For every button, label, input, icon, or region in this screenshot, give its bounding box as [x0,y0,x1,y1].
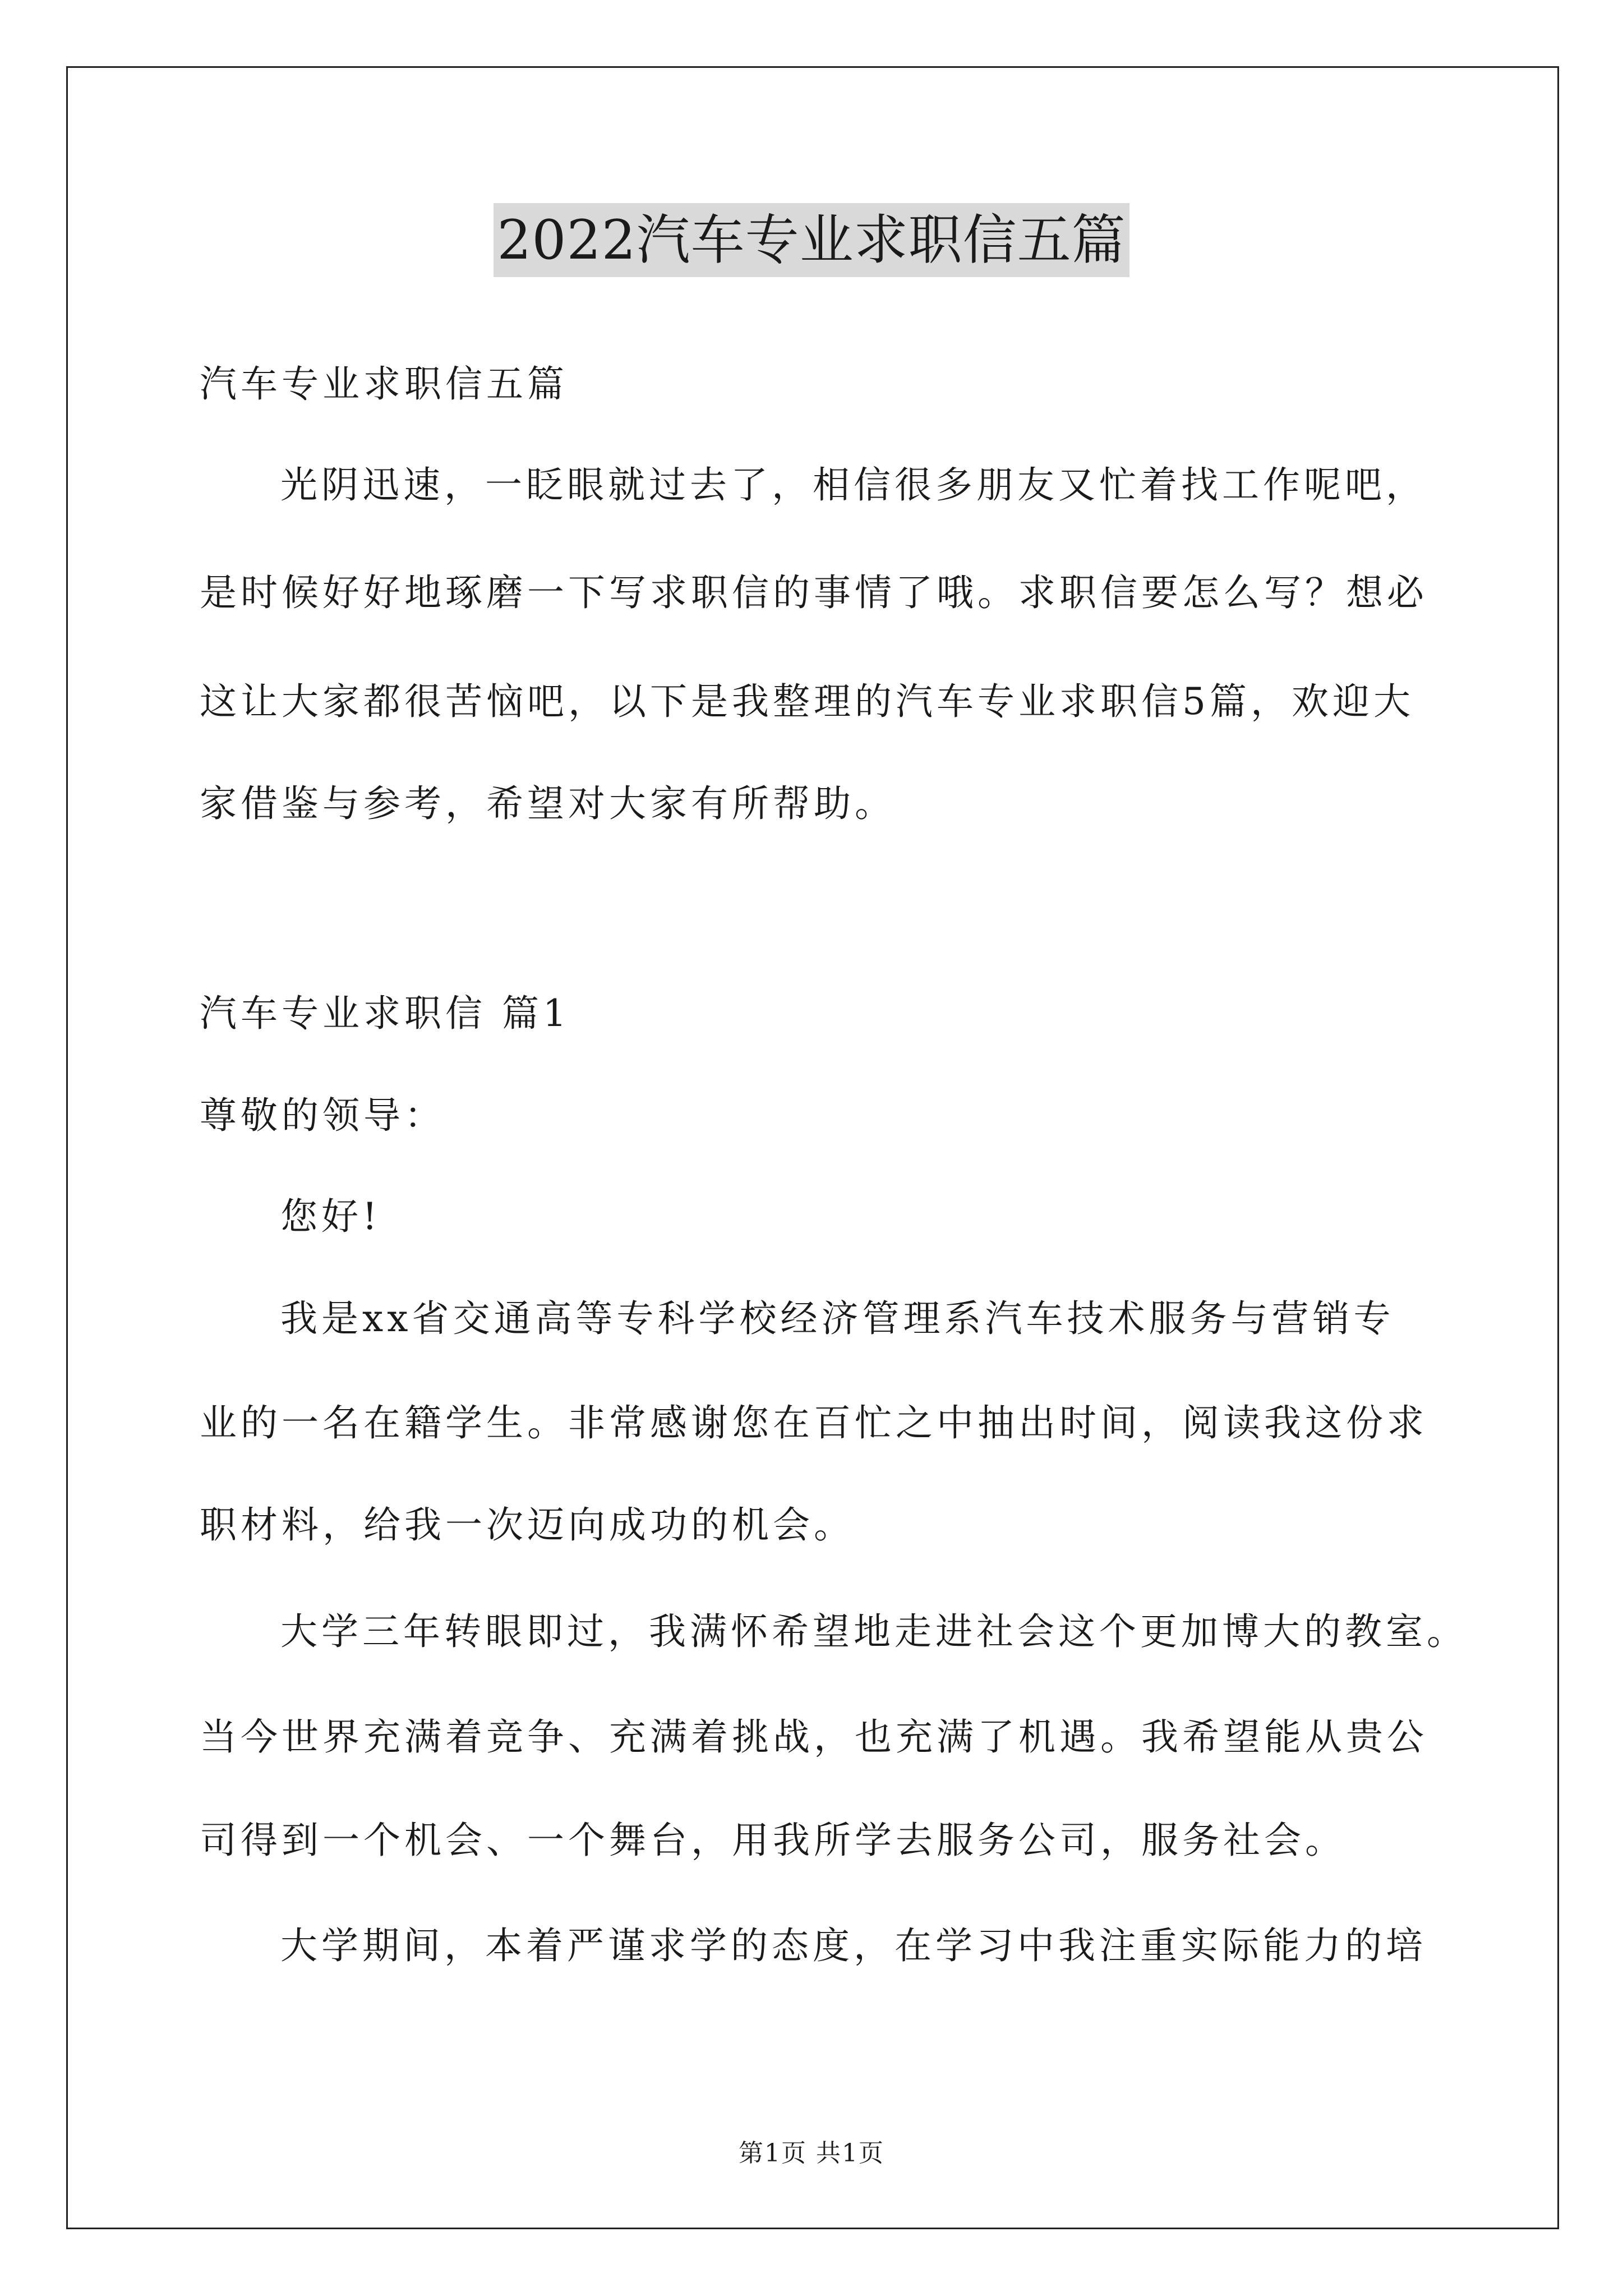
salutation: 尊敬的领导： [200,1094,445,1137]
paragraph-line: 我是xx省交通高等专科学校经济管理系汽车技术服务与营销专 [280,1297,1395,1340]
paragraph-line: 业的一名在籍学生。非常感谢您在百忙之中抽出时间，阅读我这份求 [200,1401,1428,1444]
paragraph-line: 职材料，给我一次迈向成功的机会。 [200,1503,855,1547]
paragraph-line: 大学期间，本着严谨求学的态度，在学习中我注重实际能力的培 [280,1924,1427,1967]
paragraph-line: 司得到一个机会、一个舞台，用我所学去服务公司，服务社会。 [200,1819,1346,1862]
intro-line: 这让大家都很苦恼吧，以下是我整理的汽车专业求职信5篇，欢迎大 [200,680,1414,723]
intro-line: 是时候好好地琢磨一下写求职信的事情了哦。求职信要怎么写？想必 [200,571,1428,614]
paragraph-line: 当今世界充满着竞争、充满着挑战，也充满了机遇。我希望能从贵公 [200,1715,1428,1759]
document-title: 2022汽车专业求职信五篇 [494,203,1129,277]
paragraph-line: 大学三年转眼即过，我满怀希望地走进社会这个更加博大的教室。 [280,1610,1468,1653]
page-footer [0,2133,1623,2169]
subtitle: 汽车专业求职信五篇 [200,362,568,406]
section-heading: 汽车专业求职信 篇1 [200,992,570,1035]
intro-line: 光阴迅速，一眨眼就过去了，相信很多朋友又忙着找工作呢吧， [280,463,1427,507]
title-container [0,203,1623,277]
greeting: 您好! [280,1195,381,1238]
intro-line: 家借鉴与参考，希望对大家有所帮助。 [200,782,896,825]
page-number: 第1页 共1页 [739,2139,884,2168]
